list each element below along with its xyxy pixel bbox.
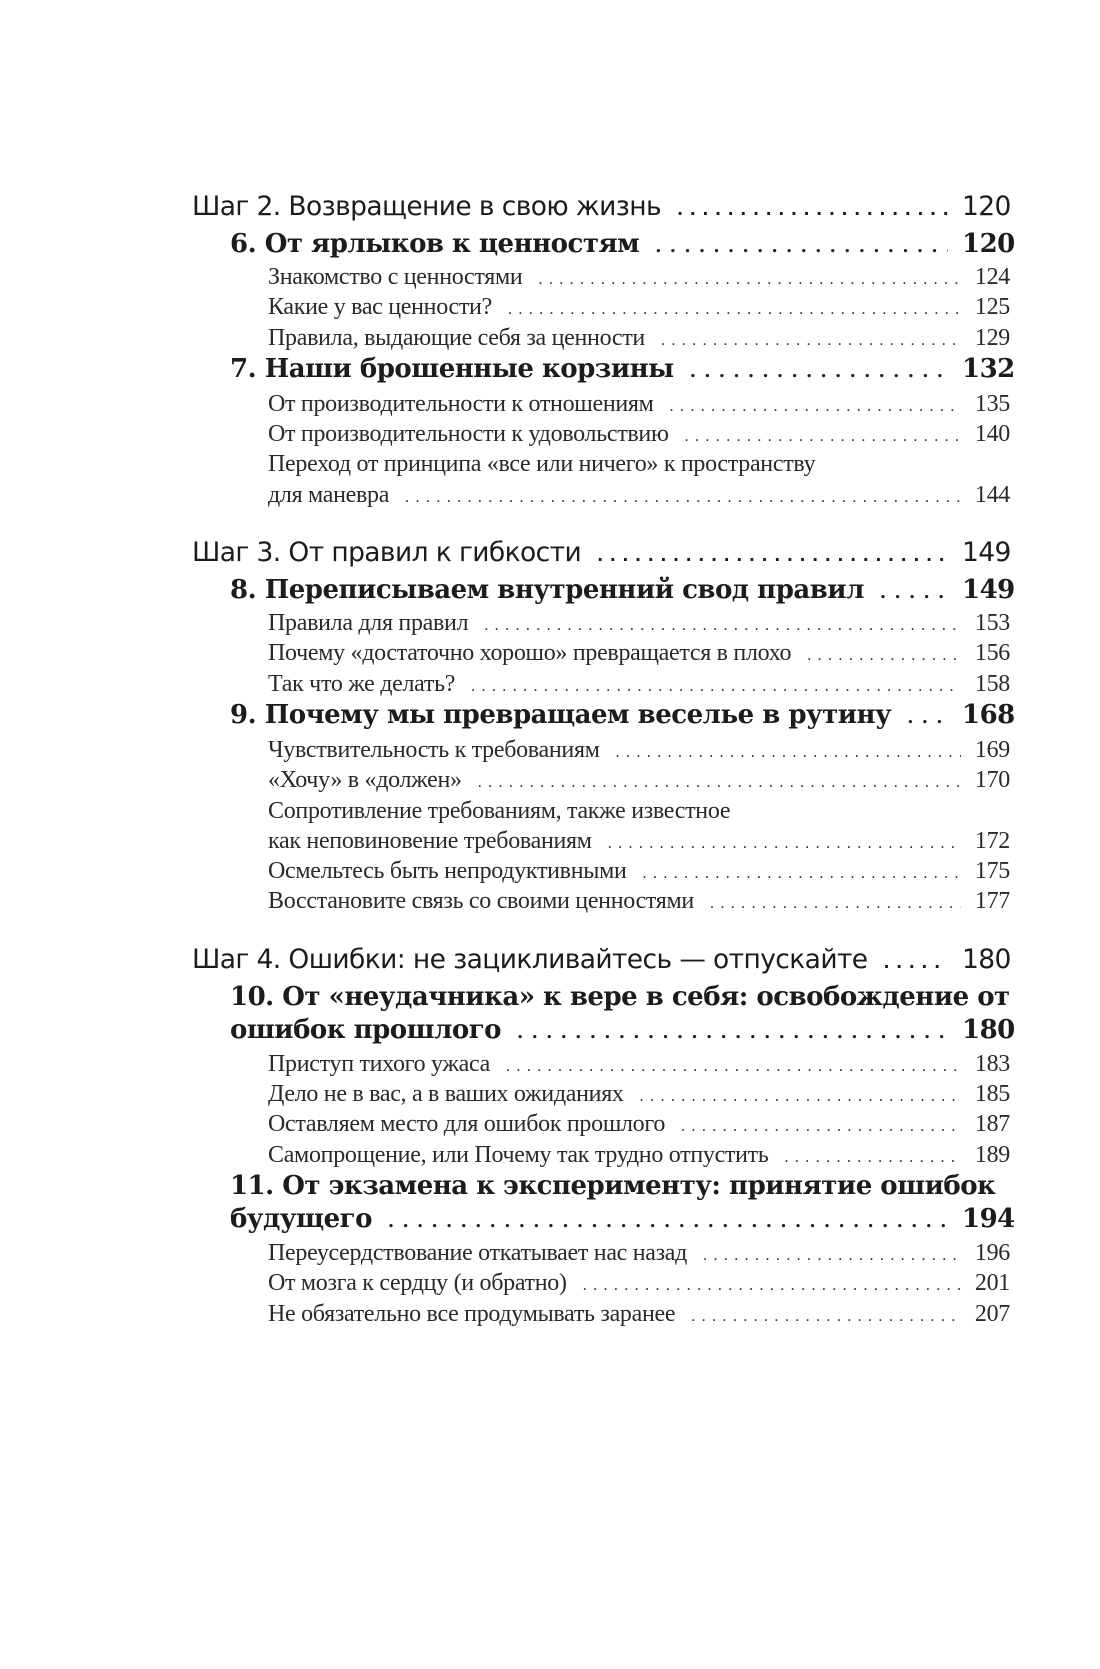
dot-leader	[670, 389, 961, 422]
toc-chapter[interactable]	[192, 699, 1015, 735]
dot-leader	[640, 1079, 961, 1112]
toc-entry-title: 8. Переписываем внутренний свод правил	[230, 575, 864, 606]
dot-leader	[405, 480, 961, 513]
spacer	[192, 917, 1010, 939]
dot-leader	[661, 323, 961, 356]
toc-entry-title: Шаг 4. Ошибки: не зацикливайтесь — отпускайте	[192, 943, 868, 975]
toc-page-number: 201	[974, 1270, 1010, 1297]
toc-entry-title-line1: Переход от принципа «все или ничего» к пространству	[268, 451, 816, 478]
table-of-contents	[192, 186, 1015, 1329]
toc-page-number: 149	[962, 537, 1011, 569]
toc-entry-title: как неповиновение требованиям	[268, 827, 592, 854]
toc-section[interactable]	[192, 796, 1010, 857]
dot-leader	[484, 608, 961, 641]
toc-page-number: 120	[962, 229, 1015, 259]
toc-page-number: 168	[962, 699, 1015, 730]
dot-leader	[655, 228, 948, 263]
dot-leader	[880, 574, 948, 609]
toc-page-number: 140	[974, 421, 1010, 448]
toc-chapter[interactable]	[192, 981, 1015, 1049]
toc-page-number: 158	[974, 670, 1010, 697]
toc-chapter[interactable]	[192, 353, 1015, 389]
toc-section[interactable]	[192, 292, 1010, 322]
toc-entry-title: Осмельтесь быть непродуктивными	[268, 858, 627, 885]
dot-leader	[583, 1268, 961, 1301]
dot-leader	[685, 419, 961, 452]
toc-entry-title: Какие у вас ценности?	[268, 294, 492, 321]
toc-entry-title: Шаг 2. Возвращение в свою жизнь	[192, 191, 662, 222]
toc-section[interactable]	[192, 669, 1010, 699]
toc-entry-title: От производительности к отношениям	[268, 390, 654, 417]
toc-entry-title: Самопрощение, или Почему так трудно отпустить	[268, 1141, 769, 1168]
toc-page-number: 180	[962, 1014, 1015, 1045]
toc-entry-title: для маневра	[268, 481, 390, 508]
toc-page-number: 183	[974, 1050, 1010, 1077]
toc-step[interactable]	[192, 186, 1010, 228]
toc-page-number: 180	[962, 943, 1011, 975]
toc-entry-title-line1: 11. От экзамена к эксперименту: принятие ошибок	[230, 1170, 996, 1201]
toc-page-number: 132	[962, 353, 1015, 384]
toc-section[interactable]	[192, 262, 1010, 292]
toc-chapter[interactable]	[192, 1170, 1015, 1238]
toc-section[interactable]	[192, 449, 1010, 510]
dot-leader	[478, 765, 961, 798]
toc-chapter[interactable]	[192, 228, 1015, 262]
toc-section[interactable]	[192, 1299, 1010, 1329]
toc-entry-title: 9. Почему мы превращаем веселье в рутину	[230, 699, 892, 730]
toc-entry-title: будущего	[230, 1203, 372, 1234]
toc-entry-title: Восстановите связь со своими ценностями	[268, 888, 694, 915]
toc-page-number: 177	[974, 888, 1010, 915]
toc-entry-title: Так что же делать?	[268, 670, 456, 697]
toc-section[interactable]	[192, 638, 1010, 668]
dot-leader	[608, 826, 961, 859]
toc-section[interactable]	[192, 765, 1010, 795]
toc-entry-title: Не обязательно все продумывать заранее	[268, 1300, 676, 1327]
dot-leader	[907, 699, 948, 734]
toc-section[interactable]	[192, 1049, 1010, 1079]
toc-section[interactable]	[192, 1109, 1010, 1139]
toc-section[interactable]	[192, 323, 1010, 353]
toc-page-number: 187	[974, 1111, 1010, 1138]
toc-entry-title: От производительности к удовольствию	[268, 421, 669, 448]
toc-entry-title: От мозга к сердцу (и обратно)	[268, 1270, 567, 1297]
toc-step[interactable]	[192, 532, 1010, 574]
toc-entry-title: 6. От ярлыков к ценностям	[230, 229, 640, 259]
toc-section[interactable]	[192, 419, 1010, 449]
dot-leader	[508, 292, 961, 325]
dot-leader	[690, 353, 948, 388]
toc-entry-title: Шаг 3. От правил к гибкости	[192, 537, 582, 569]
dot-leader	[506, 1049, 961, 1082]
dot-leader	[643, 856, 961, 889]
toc-entry-title: «Хочу» в «должен»	[268, 767, 462, 794]
toc-section[interactable]	[192, 389, 1010, 419]
toc-section[interactable]	[192, 886, 1010, 916]
dot-leader	[538, 262, 960, 295]
toc-section[interactable]	[192, 1238, 1010, 1268]
dot-leader	[681, 1109, 961, 1142]
toc-page-number: 120	[962, 191, 1011, 222]
toc-page-number: 196	[974, 1239, 1010, 1266]
toc-page-number: 144	[974, 481, 1010, 508]
toc-page-number: 169	[974, 736, 1010, 763]
toc-entry-title: Чувствительность к требованиям	[268, 736, 600, 763]
toc-entry-title-line1: 10. От «неудачника» к вере в себя: освобождение от	[230, 981, 1010, 1012]
toc-page-number: 175	[974, 858, 1010, 885]
dot-leader	[388, 1203, 948, 1238]
toc-page-number: 135	[974, 390, 1010, 417]
dot-leader	[710, 886, 961, 919]
dot-leader	[807, 638, 961, 671]
toc-entry-title: 7. Наши брошенные корзины	[230, 353, 674, 384]
dot-leader	[691, 1299, 961, 1332]
toc-page-number: 170	[974, 767, 1010, 794]
toc-page-number: 129	[974, 324, 1010, 351]
toc-section[interactable]	[192, 735, 1010, 765]
dot-leader	[677, 186, 948, 231]
toc-page-number: 194	[962, 1203, 1015, 1234]
toc-page-number: 149	[962, 575, 1015, 606]
toc-chapter[interactable]	[192, 574, 1015, 608]
toc-section[interactable]	[192, 1140, 1010, 1170]
toc-section[interactable]	[192, 856, 1010, 886]
toc-section[interactable]	[192, 1079, 1010, 1109]
dot-leader	[517, 1014, 948, 1049]
toc-entry-title: Приступ тихого ужаса	[268, 1050, 491, 1077]
toc-entry-title: Оставляем место для ошибок прошлого	[268, 1111, 666, 1138]
toc-page-number: 124	[974, 264, 1010, 290]
toc-entry-title: ошибок прошлого	[230, 1014, 502, 1045]
dot-leader	[785, 1140, 961, 1173]
toc-entry-title: Почему «достаточно хорошо» превращается в плохо	[268, 640, 792, 667]
toc-page-number: 153	[974, 610, 1010, 637]
toc-page-number: 207	[974, 1300, 1010, 1327]
toc-section[interactable]	[192, 1268, 1010, 1298]
toc-page-number: 156	[974, 640, 1010, 667]
toc-entry-title: Правила для правил	[268, 610, 469, 637]
toc-page-number: 125	[974, 294, 1010, 321]
spacer	[192, 510, 1010, 532]
toc-step[interactable]	[192, 939, 1010, 981]
toc-page-number: 189	[974, 1141, 1010, 1168]
toc-entry-title: Переусердствование откатывает нас назад	[268, 1239, 688, 1266]
toc-section[interactable]	[192, 608, 1010, 638]
dot-leader	[616, 735, 961, 768]
toc-page-number: 172	[974, 827, 1010, 854]
dot-leader	[597, 532, 948, 577]
toc-page-number: 185	[974, 1081, 1010, 1108]
dot-leader	[883, 939, 948, 984]
toc-entry-title-line1: Сопротивление требованиям, также известное	[268, 797, 731, 824]
dot-leader	[703, 1238, 961, 1271]
dot-leader	[471, 669, 961, 702]
toc-entry-title: Знакомство с ценностями	[268, 264, 523, 290]
toc-entry-title: Правила, выдающие себя за ценности	[268, 324, 645, 351]
toc-entry-title: Дело не в вас, а в ваших ожиданиях	[268, 1081, 624, 1108]
